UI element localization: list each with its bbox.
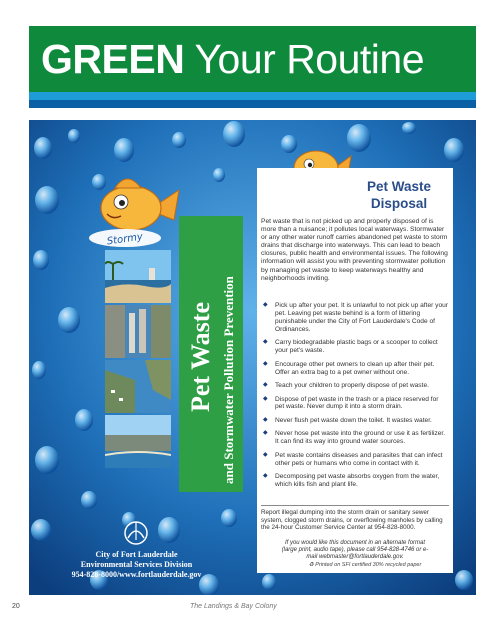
header-stripe-light	[29, 92, 476, 100]
panel-title-line2: Disposal	[370, 196, 428, 211]
list-item	[261, 473, 449, 489]
report-notice: Report illegal dumping into the storm drain or sanitary sewer system, clogged storm drains, or overflowing manholes by calling the 24-hour Customer Service Center at 954-828-8000.	[261, 509, 443, 532]
photo-coastline	[105, 415, 171, 468]
bullet-icon: ◆	[263, 451, 268, 458]
photo-beach	[105, 250, 171, 303]
list-item-text: Decomposing pet waste absorbs oxygen from the water, which kills fish and plant life.	[275, 473, 440, 489]
recycled-text: Printed on SFI certified 30% recycled paper	[315, 562, 422, 568]
list-item-text: Dispose of pet waste in the trash or a place reserved for pet waste. Never dump it into a storm drain.	[275, 395, 439, 411]
list-item-text: Never hose pet waste into the ground or use it as fertilizer. It can find its way into ground water sources.	[275, 430, 446, 446]
list-item-text: Teach your children to properly dispose of pet waste.	[275, 382, 429, 390]
bullet-icon: ◆	[263, 360, 268, 367]
list-item	[261, 302, 449, 334]
list-item-text: Never flush pet waste down the toilet. It wastes water.	[275, 416, 432, 424]
page-title	[41, 34, 424, 84]
city-name: City of Fort Lauderdale	[95, 550, 178, 559]
bullet-icon: ◆	[263, 302, 268, 308]
page-header	[29, 26, 476, 92]
bullet-icon: ◆	[263, 382, 268, 389]
city-info	[44, 550, 229, 580]
list-item	[261, 430, 449, 446]
poster	[29, 120, 476, 595]
bullet-icon: ◆	[263, 430, 268, 437]
page-number: 20	[12, 603, 20, 610]
bullet-icon: ◆	[263, 473, 268, 480]
alt-format-notice: If you would like this document in an alternate format (large print, audio tape), please call 954-828-4746 or e-mail webmaster@fortlauderdale.gov.	[281, 540, 429, 560]
panel-title	[347, 178, 451, 212]
photo-waterway	[105, 360, 171, 413]
title-bold: GREEN	[41, 36, 185, 82]
list-item-text: Encourage other pet owners to clean up after their pet. Offer an extra bag to a pet owner without one.	[275, 360, 435, 376]
header-stripe-dark	[29, 100, 476, 108]
list-item	[261, 361, 449, 377]
bullet-icon: ◆	[263, 395, 268, 402]
divider	[261, 505, 449, 506]
bullet-icon: ◆	[263, 416, 268, 423]
title-rest: Your Routine	[184, 36, 425, 82]
intro-paragraph: Pet waste that is not picked up and properly disposed of is more than a nuisance; it pollutes local waterways. Stormwater or any other water runoff carries abandoned pet waste to storm drains that discharge into waterways. This can lead to beach closures, public health and environmental issues. The following information will assist you with preventing stormwater pollution by managing pet waste to keep waterways healthy and neighborhoods inviting.	[261, 218, 448, 282]
list-item	[261, 382, 449, 390]
mascot-label-left: Stormy	[106, 231, 144, 248]
vertical-subtitle: and Stormwater Pollution Prevention	[221, 276, 236, 484]
city-contact: 954-828-8000/www.fortlauderdale.gov	[71, 570, 202, 579]
list-item	[261, 339, 449, 355]
recycle-icon: ♻	[308, 562, 316, 568]
photo-canal	[105, 305, 171, 358]
vertical-title: Pet Waste	[186, 302, 215, 412]
bullet-icon: ◆	[263, 339, 268, 346]
info-panel	[257, 168, 453, 573]
list-item-text: Pick up after your pet. It is unlawful to not pick up after your pet. Leaving pet waste behind is a form of littering punishable under the City of Fort Lauderdale's Code of Ordinances.	[275, 302, 448, 333]
list-item-text: Carry biodegradable plastic bags or a scooper to collect your pet's waste.	[275, 339, 438, 355]
panel-title-line1: Pet Waste	[366, 179, 432, 194]
list-item-text: Pet waste contains diseases and parasites that can infect other pets or humans who come in contact with it.	[275, 451, 443, 467]
list-item	[261, 417, 449, 425]
city-division: Environmental Services Division	[80, 560, 193, 569]
list-item	[261, 396, 449, 412]
publication-name: The Landings & Bay Colony	[190, 603, 277, 610]
tips-list	[261, 302, 449, 495]
recycled-note	[295, 562, 435, 568]
list-item	[261, 452, 449, 468]
